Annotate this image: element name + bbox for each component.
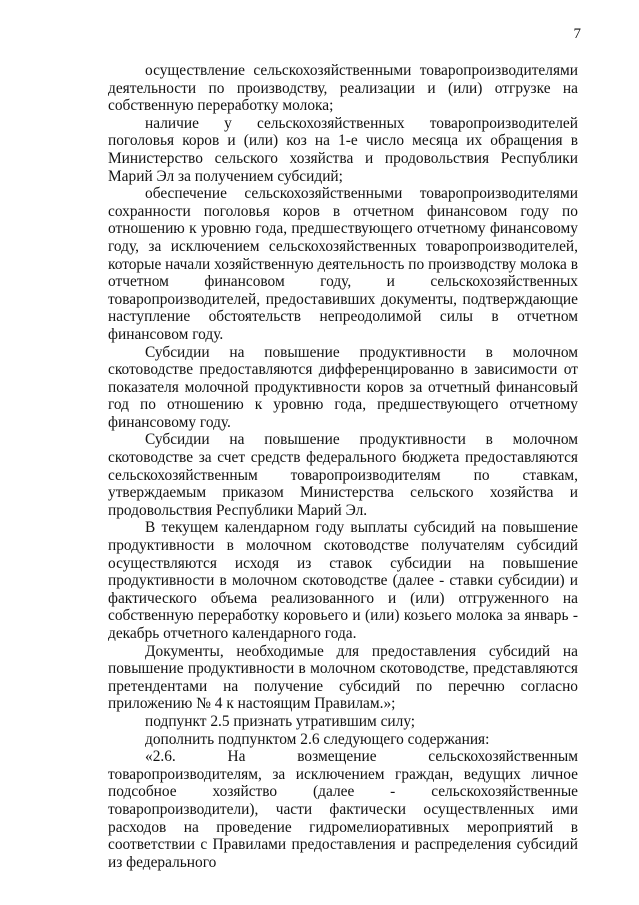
paragraph: Субсидии на повышение продуктивности в молочном скотоводстве предоставляются дифференцированно в зависимости от показателя молочной продуктивности коров за отчетный финансовый год по отношению к уровню года, предшествующего отчетному финансовому году. xyxy=(108,343,578,431)
paragraph: Документы, необходимые для предоставления субсидий на повышение продуктивности в молочном скотоводстве, представляются претендентами на получение субсидий по перечню согласно приложению № 4 к настоящим Правилам.»; xyxy=(108,642,578,713)
paragraph: Субсидии на повышение продуктивности в молочном скотоводстве за счет средств федерального бюджета предоставляются сельскохозяйственным товаропроизводителям по ставкам, утверждаемым приказом Министерства сельского хозяйства и продовольствия Республики Марий Эл. xyxy=(108,431,578,519)
paragraph: дополнить подпунктом 2.6 следующего содержания: xyxy=(145,730,490,748)
paragraph: наличие у сельскохозяйственных товаропроизводителей поголовья коров и (или) коз на 1-е число месяца их обращения в Министерство сельского хозяйства и продовольствия Республики Марий Эл за получением субсидий; xyxy=(108,114,578,185)
paragraph: «2.6. На возмещение сельскохозяйственным товаропроизводителям, за исключением граждан, ведущих личное подсобное хозяйство (далее - сельскохозяйственные товаропроизводители), части фактически осуществленных ими расходов на проведение гидромелиоративных мероприятий в соответствии с Правилами предоставления и распределения субсидий из федерального xyxy=(108,748,578,871)
paragraph: подпункт 2.5 признать утратившим силу; xyxy=(145,712,416,730)
paragraph: осуществление сельскохозяйственными товаропроизводителями деятельности по производству, реализации и (или) отгрузке на собственную переработку молока; xyxy=(108,62,578,115)
paragraph: В текущем календарном году выплаты субсидий на повышение продуктивности в молочном скотоводстве получателям субсидий осуществляются исходя из ставок субсидии на повышение продуктивности в молочном скотоводстве (далее - ставки субсидии) и фактического объема реализованного и (или) отгруженного на собственную переработку коровьего и (или) козьего молока за январь - декабрь отчетного календарного года. xyxy=(108,519,578,642)
page-number: 7 xyxy=(573,26,581,42)
paragraph: обеспечение сельскохозяйственными товаропроизводителями сохранности поголовья коров в отчетном финансовом году по отношению к уровню года, предшествующего отчетному финансовому году, за исключением сельскохозяйственных товаропроизводителей, которые начали хозяйственную деятельность по производству молока в отчетном финансовом году, и сельскохозяйственных товаропроизводителей, предоставивших документы, подтверждающие наступление обстоятельств непреодолимой силы в отчетном финансовом году. xyxy=(108,185,578,343)
document-body xyxy=(108,62,578,871)
